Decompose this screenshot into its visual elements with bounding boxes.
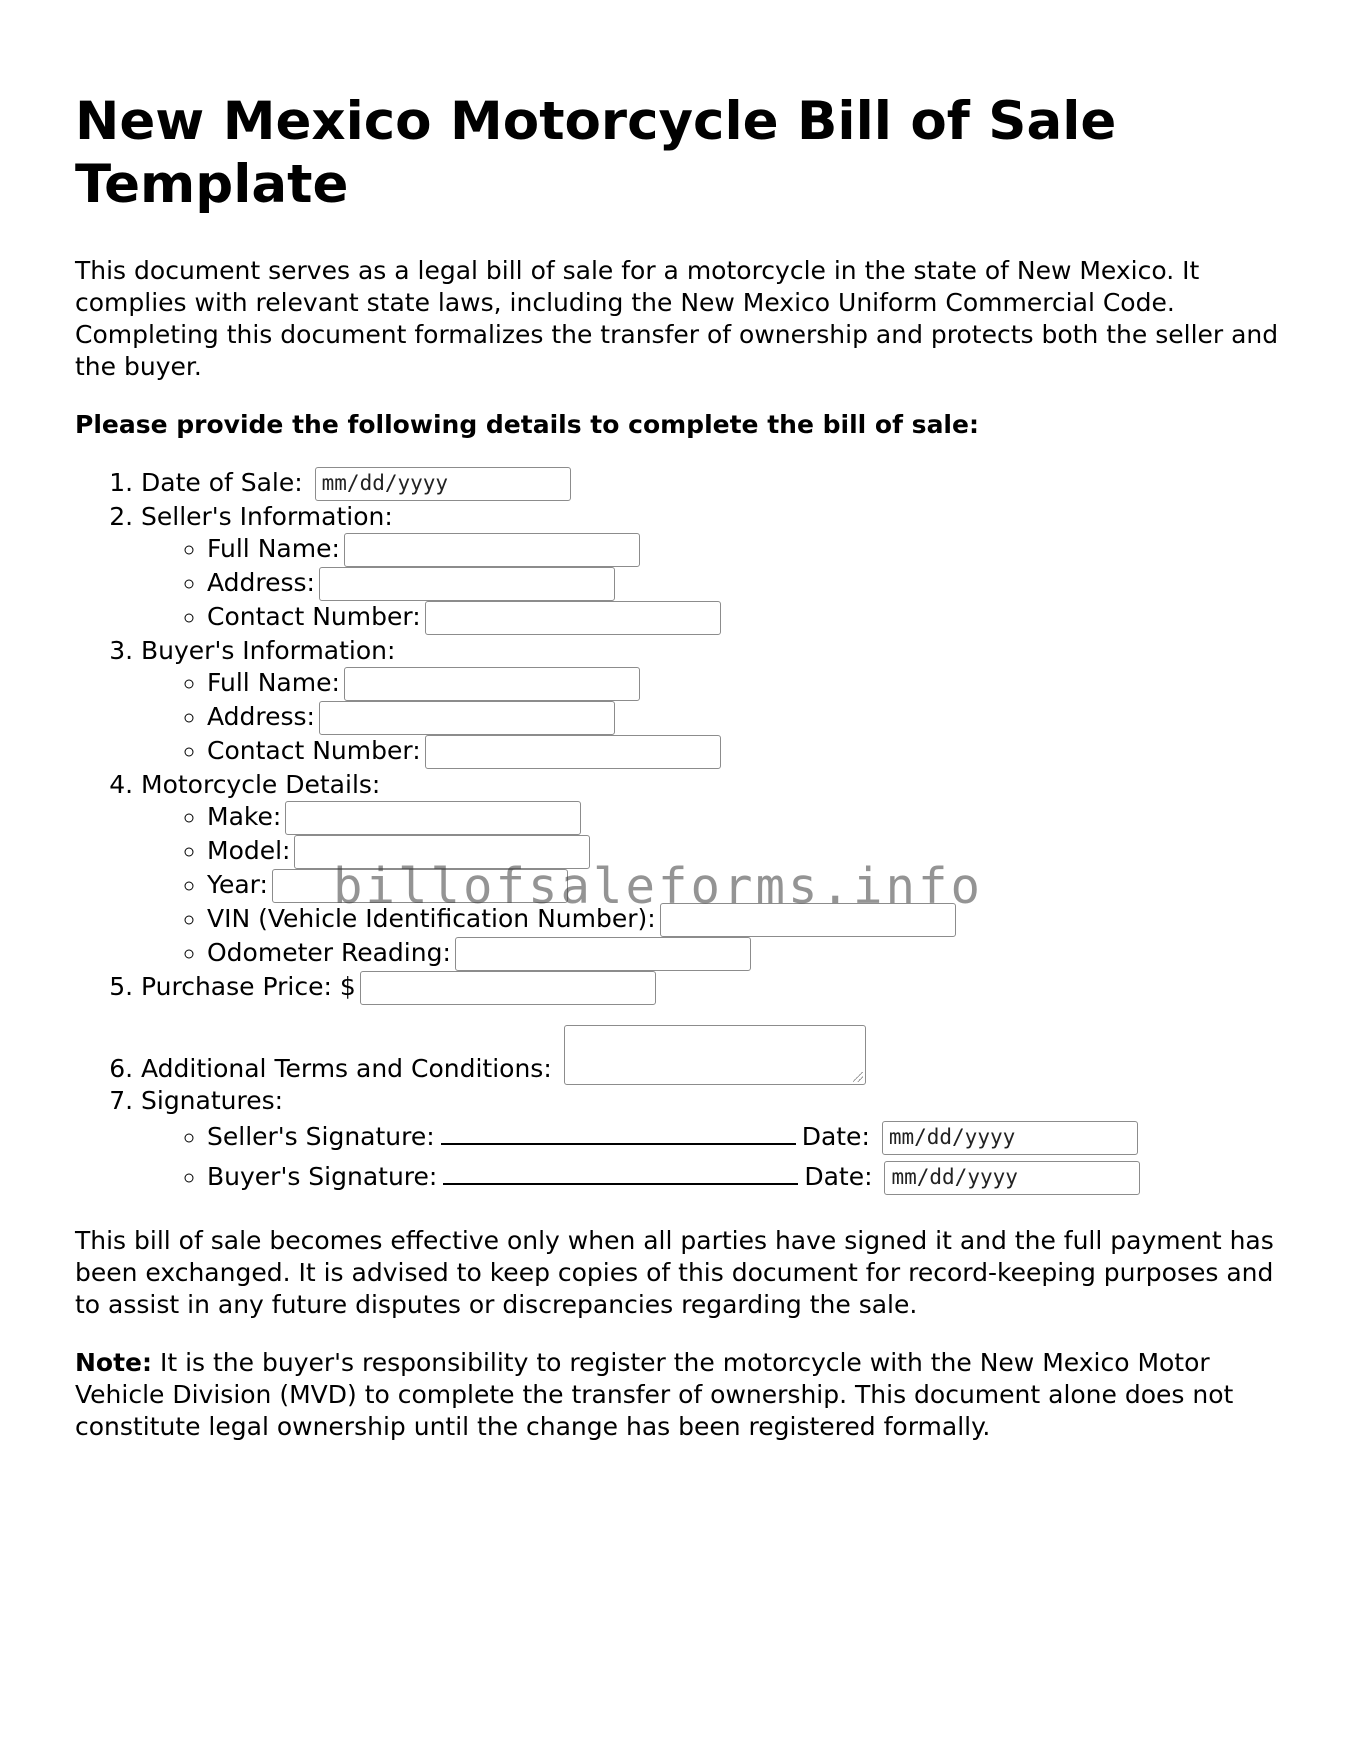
list-item: [207, 869, 1295, 903]
buyer-address-input[interactable]: [319, 701, 615, 735]
seller-name-input[interactable]: [344, 533, 640, 567]
buyer-info-label: Buyer's Information:: [141, 636, 396, 665]
resize-grip-icon[interactable]: [853, 1072, 863, 1082]
buyer-contact-label: Contact Number:: [207, 736, 421, 765]
signatures-sublist: [141, 1117, 1295, 1197]
list-item-seller-info: [141, 501, 1295, 635]
list-item: [207, 701, 1295, 735]
document: [75, 90, 1295, 1443]
seller-name-label: Full Name:: [207, 534, 340, 563]
list-item: [207, 533, 1295, 567]
odometer-label: Odometer Reading:: [207, 938, 451, 967]
year-label: Year:: [207, 870, 268, 899]
make-input[interactable]: [285, 801, 581, 835]
seller-sublist: [141, 533, 1295, 635]
buyer-sublist: [141, 667, 1295, 769]
buyer-name-label: Full Name:: [207, 668, 340, 697]
make-label: Make:: [207, 802, 282, 831]
list-item: [207, 801, 1295, 835]
seller-address-label: Address:: [207, 568, 315, 597]
list-item: [207, 1157, 1295, 1197]
date-of-sale-input[interactable]: mm/dd/yyyy: [315, 467, 571, 501]
seller-date-input[interactable]: mm/dd/yyyy: [882, 1121, 1138, 1155]
page-title: New Mexico Motorcycle Bill of Sale Template: [75, 91, 1117, 215]
motorcycle-details-label: Motorcycle Details:: [141, 770, 381, 799]
list-item: [207, 567, 1295, 601]
list-item: [207, 667, 1295, 701]
date-of-sale-label: Date of Sale:: [141, 468, 303, 497]
note-label: Note:: [75, 1348, 153, 1377]
closing-paragraph: This bill of sale becomes effective only when all parties have signed it and the full payment has been exchanged. It is advised to keep copies of this document for record-keeping purposes and to assist in any future disputes or discrepancies regarding the sale.: [75, 1226, 1274, 1319]
seller-contact-label: Contact Number:: [207, 602, 421, 631]
model-label: Model:: [207, 836, 291, 865]
list-item: [207, 601, 1295, 635]
list-item-signatures: [141, 1085, 1295, 1197]
buyer-address-label: Address:: [207, 702, 315, 731]
list-item: [207, 1117, 1295, 1157]
seller-date-label: Date:: [801, 1122, 870, 1151]
buyer-contact-input[interactable]: [425, 735, 721, 769]
seller-info-label: Seller's Information:: [141, 502, 393, 531]
vin-label: VIN (Vehicle Identification Number):: [207, 904, 656, 933]
purchase-price-label: Purchase Price: $: [141, 972, 356, 1001]
buyer-name-input[interactable]: [344, 667, 640, 701]
list-item: [207, 835, 1295, 869]
note-paragraph: [75, 1347, 1295, 1443]
list-item: [207, 735, 1295, 769]
vin-input[interactable]: [660, 903, 956, 937]
seller-signature-label: Seller's Signature:: [207, 1122, 435, 1151]
seller-address-input[interactable]: [319, 567, 615, 601]
buyer-date-label: Date:: [804, 1162, 873, 1191]
watermark: billofsaleforms.info: [333, 858, 984, 915]
note-text: It is the buyer's responsibility to register the motorcycle with the New Mexico Motor Vehicle Division (MVD) to complete the transfer of ownership. This document alone does not constitute legal ownership until the change has been registered formally.: [75, 1348, 1234, 1441]
additional-terms-label: Additional Terms and Conditions:: [141, 1054, 552, 1083]
signatures-label: Signatures:: [141, 1086, 284, 1115]
model-input[interactable]: [294, 835, 590, 869]
instruction-text: Please provide the following details to complete the bill of sale:: [75, 410, 979, 439]
list-item: [207, 903, 1295, 937]
purchase-price-input[interactable]: [360, 971, 656, 1005]
motorcycle-sublist: [141, 801, 1295, 971]
buyer-signature-line[interactable]: [443, 1159, 798, 1185]
list-item-motorcycle-details: [141, 769, 1295, 971]
seller-signature-line[interactable]: [441, 1119, 796, 1145]
buyer-date-input[interactable]: mm/dd/yyyy: [884, 1161, 1140, 1195]
intro-paragraph: This document serves as a legal bill of sale for a motorcycle in the state of New Mexico. It complies with relevant state laws, including the New Mexico Uniform Commercial Code. Completing this document formalizes the transfer of ownership and protects both the seller and the buyer.: [75, 256, 1279, 381]
form-list: [75, 467, 1295, 1197]
list-item-additional-terms: [141, 1025, 1295, 1085]
year-input[interactable]: [272, 869, 568, 903]
list-item-buyer-info: [141, 635, 1295, 769]
odometer-input[interactable]: [455, 937, 751, 971]
list-item-date-of-sale: [141, 467, 1295, 501]
seller-contact-input[interactable]: [425, 601, 721, 635]
list-item: [207, 937, 1295, 971]
additional-terms-textarea[interactable]: [564, 1025, 866, 1085]
buyer-signature-label: Buyer's Signature:: [207, 1162, 438, 1191]
list-item-purchase-price: [141, 971, 1295, 1005]
